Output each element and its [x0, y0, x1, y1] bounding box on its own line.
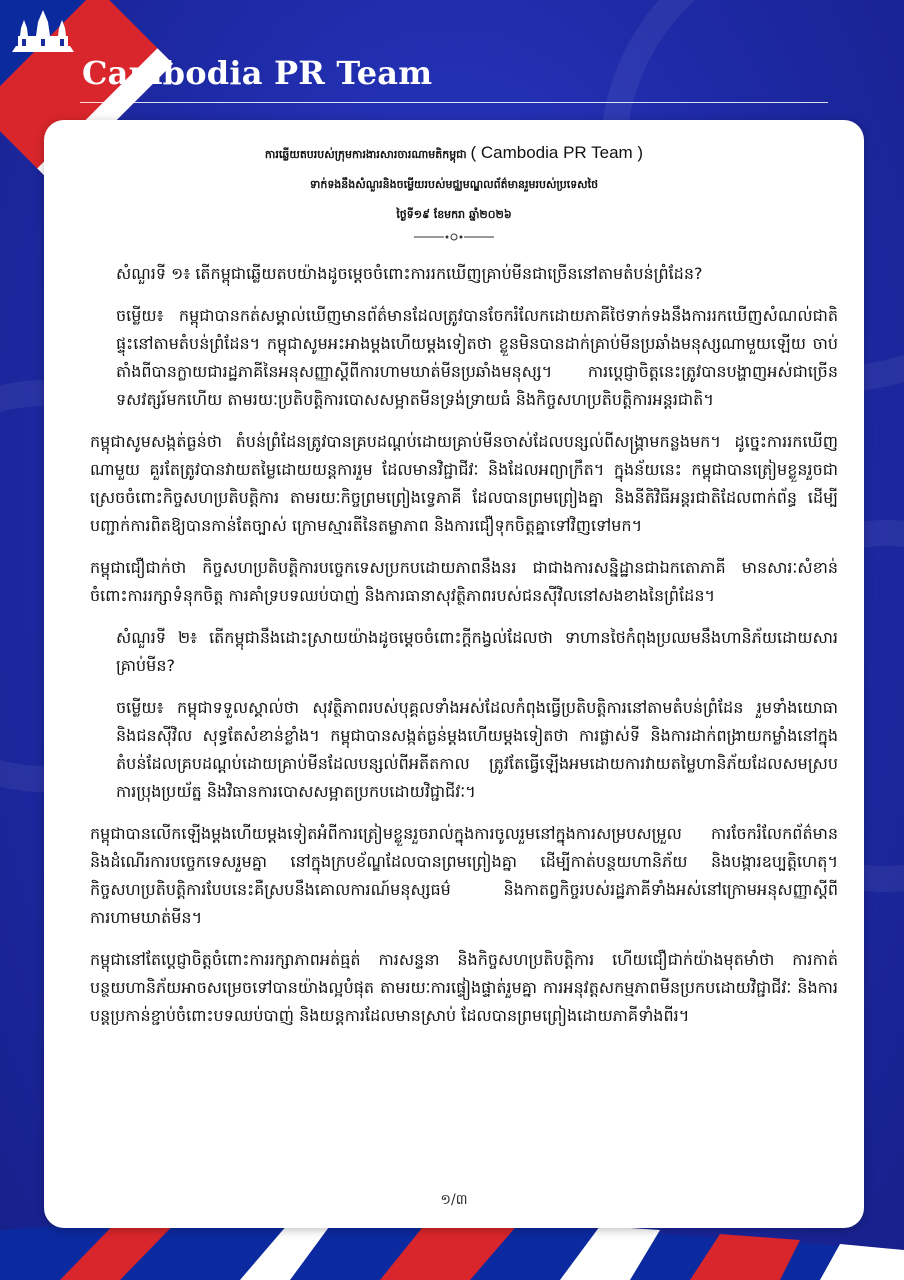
answer-1-paragraph: កម្ពុជាជឿជាក់ថា កិច្ចសហប្រតិបត្តិការបច្ចេកទេសប្រកបដោយភាពនឹងនរ ជាជាងការសន្និដ្ឋានជាឯកតោភាគី មានសារៈសំខាន់ចំពោះការរក្សាទំនុកចិត្ត ការគាំទ្របទឈប់បាញ់ និងការធានាសុវត្ថិភាពរបស់ជនស៊ីវិលនៅសងខាងនៃព្រំដែន។ [90, 558, 838, 605]
answer-1-paragraph: កម្ពុជាសូមសង្កត់ធ្ងន់ថា តំបន់ព្រំដែនត្រូវបានគ្របដណ្តប់ដោយគ្រាប់មីនចាស់ដែលបន្សល់ពីសង្គ្រាមកន្លងមក។ ដូច្នេះការរកឃើញណាមួយ គួរតែត្រូវបានវាយតម្លៃដោយយន្តការរួម ដែលមានវិជ្ជាជីវៈ និងដែលអព្យាក្រឹត។ ក្នុងន័យនេះ កម្ពុជាបានត្រៀមខ្លួនរួចជាស្រេចចំពោះកិច្ចសហប្រតិបត្តិការ តាមរយៈកិច្ចព្រមព្រៀងទ្វេភាគី ដែលបានព្រមព្រៀងគ្នា និងនីតិវិធីអន្តរជាតិដែលពាក់ព័ន្ធ ដើម្បីបញ្ជាក់ការពិតឱ្យបានកាន់តែច្បាស់ ក្រោមស្មារតីនៃតម្លាភាព និងការជឿទុកចិត្តគ្នាទៅវិញទៅមក។ [90, 432, 838, 535]
document-body [90, 260, 838, 1044]
title-line-2: ទាក់ទងនឹងសំណួរនិងចម្លើយរបស់មជ្ឈមណ្ឌលព័ត៌មានរួមរបស់ប្រទេសថៃ [309, 178, 599, 191]
answer-1-paragraph: ចម្លើយ៖ កម្ពុជាបានកត់សម្គាល់ឃើញមានព័ត៌មានដែលត្រូវបានចែករំលែកដោយភាគីថៃទាក់ទងនឹងការរកឃើញសំណល់ជាតិផ្ទុះនៅតាមតំបន់ព្រំដែន។ កម្ពុជាសូមអះអាងម្តងហើយម្តងទៀតថា ខ្លួនមិនបានដាក់គ្រាប់មីនប្រឆាំងមនុស្សណាមួយឡើយ ចាប់តាំងពីបានក្លាយជារដ្ឋភាគីនៃអនុសញ្ញាស្តីពីការហាមឃាត់មីនប្រឆាំងមនុស្ស។ ការប្តេជ្ញាចិត្តនេះត្រូវបានបង្ហាញអស់ជាច្រើនទសវត្សរ៍មកហើយ តាមរយៈប្រតិបត្តិការបោសសម្អាតមីនទ្រង់ទ្រាយធំ និងកិច្ចសហប្រតិបត្តិការអន្តរជាតិ។ [116, 306, 838, 409]
angkor-temple-icon [8, 6, 78, 56]
header-title: Cambodia PR Team [82, 54, 433, 92]
answer-2-paragraph: កម្ពុជានៅតែប្តេជ្ញាចិត្តចំពោះការរក្សាភាពអត់ធ្មត់ ការសន្ទនា និងកិច្ចសហប្រតិបត្តិការ ហើយជឿជាក់យ៉ាងមុតមាំថា ការកាត់បន្ថយហានិភ័យអាចសម្រេចទៅបានយ៉ាងល្អបំផុត តាមរយៈការផ្ទៀងផ្ទាត់រួមគ្នា ការអនុវត្តសកម្មភាពមីនប្រកបដោយវិជ្ជាជីវៈ និងការបន្តប្រកាន់ខ្ជាប់ចំពោះបទឈប់បាញ់ និងយន្តការដែលមានស្រាប់ ដែលបានព្រមព្រៀងដោយភាគីទាំងពីរ។ [90, 950, 838, 1025]
title-line-1-english: ( Cambodia PR Team ) [470, 143, 644, 162]
ornament-divider-icon [414, 232, 494, 242]
question-1: សំណួរទី ១៖ តើកម្ពុជាឆ្លើយតបយ៉ាងដូចម្តេចចំពោះការរកឃើញគ្រាប់មីនជាច្រើននៅតាមតំបន់ព្រំដែន? [116, 264, 703, 283]
document-title-block [44, 138, 864, 242]
title-line-1-khmer: ការឆ្លើយតបរបស់ក្រុមការងារសារចារណាមតិកម្ពុជា [264, 148, 467, 161]
answer-2-paragraph: ចម្លើយ៖ កម្ពុជាទទួលស្គាល់ថា សុវត្ថិភាពរបស់បុគ្គលទាំងអស់ដែលកំពុងធ្វើប្រតិបត្តិការនៅតាមតំបន់ព្រំដែន រួមទាំងយោធា និងជនស៊ីវិល សុទ្ធតែសំខាន់ខ្លាំង។ កម្ពុជាបានសង្កត់ធ្ងន់ម្តងហើយម្តងទៀតថា ការផ្លាស់ទី និងការដាក់ពង្រាយកម្លាំងនៅក្នុងតំបន់ដែលគ្របដណ្តប់ដោយគ្រាប់មីនដែលបន្សល់ពីអតីតកាល ត្រូវតែធ្វើឡើងអមដោយការវាយតម្លៃហានិភ័យដែលសមស្រប ការប្រុងប្រយ័ត្ន និងវិធានការបោសសម្អាតប្រកបដោយវិជ្ជាជីវៈ។ [116, 698, 838, 801]
document-card [44, 120, 864, 1228]
answer-2-paragraph: កម្ពុជាបានលើកឡើងម្តងហើយម្តងទៀតអំពីការត្រៀមខ្លួនរួចរាល់ក្នុងការចូលរួមនៅក្នុងការសម្របសម្រួល ការចែករំលែកព័ត៌មាន និងដំណើរការបច្ចេកទេសរួមគ្នា នៅក្នុងក្របខ័ណ្ឌដែលបានព្រមព្រៀងគ្នា ដើម្បីកាត់បន្ថយហានិភ័យ និងបង្ការឧប្បត្តិហេតុ។ កិច្ចសហប្រតិបត្តិការបែបនេះគឺស្របនឹងគោលការណ៍មនុស្សធម៌ និងកាតព្វកិច្ចរបស់រដ្ឋភាគីទាំងអស់នៅក្រោមអនុសញ្ញាស្តីពីការហាមឃាត់មីន។ [90, 824, 838, 927]
page-number: ១/៣ [440, 1192, 468, 1208]
question-2: សំណួរទី ២៖ តើកម្ពុជានឹងដោះស្រាយយ៉ាងដូចម្តេចចំពោះក្តីកង្វល់ដែលថា ទាហានថៃកំពុងប្រឈមនឹងហានិភ័យដោយសារគ្រាប់មីន? [116, 628, 838, 675]
title-line-1 [44, 138, 864, 170]
title-date: ថ្ងៃទី១៩ ខែមករា ឆ្នាំ២០២៦ [396, 208, 512, 221]
header-divider [80, 102, 828, 103]
